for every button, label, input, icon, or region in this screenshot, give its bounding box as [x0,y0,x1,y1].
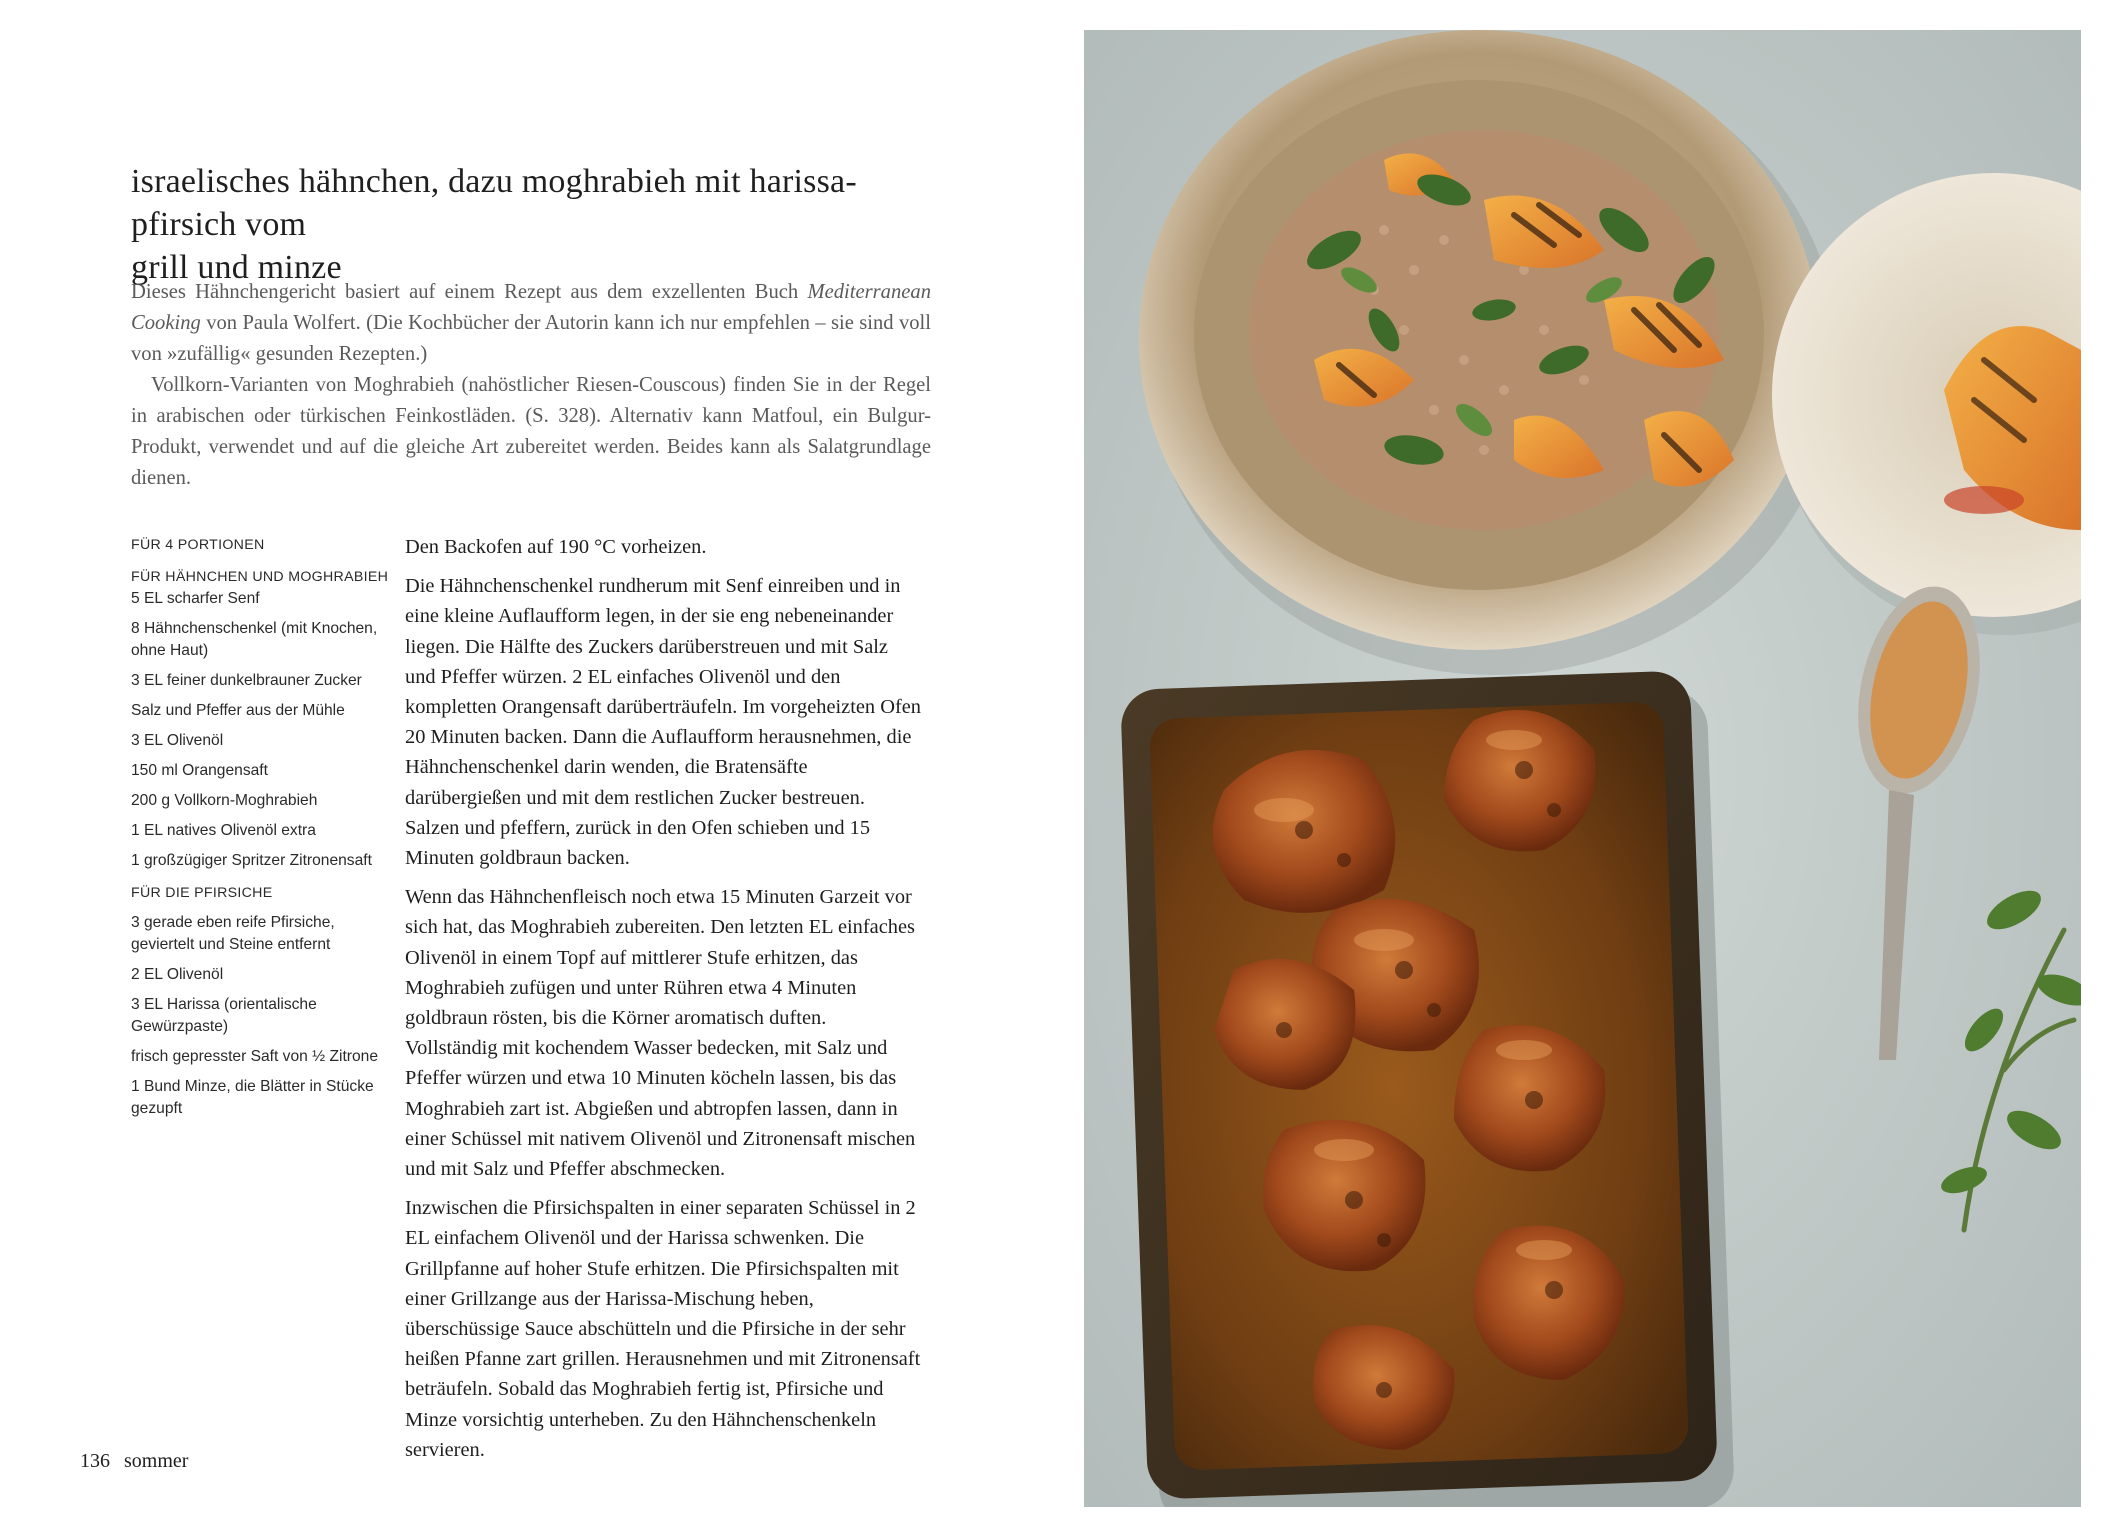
intro-paragraph-1 [131,277,931,370]
ingredient-group-heading-peaches: FÜR DIE PFIRSICHE [131,885,273,901]
recipe-photo [1084,30,2081,1507]
recipe-title-line-1: israelisches hähnchen, dazu moghrabieh mit harissa-pfirsich vom [131,163,857,243]
recipe-introduction [131,277,931,494]
ingredient-list-chicken [131,588,391,872]
ingredient-list-peaches [131,912,391,1120]
food-photo-illustration [1084,30,2081,1507]
servings-label: FÜR 4 PORTIONEN [131,537,265,553]
method-column [405,532,923,1474]
ingredient-item: 8 Hähnchenschenkel (mit Knochen, ohne Haut) [131,620,378,659]
ingredient-item: Salz und Pfeffer aus der Mühle [131,702,345,719]
section-name: sommer [124,1450,189,1472]
ingredient-item: 5 EL scharfer Senf [131,590,260,607]
method-step-2: Die Hähnchenschenkel rundherum mit Senf einreiben und in eine kleine Auflaufform legen, in der sie eng nebeneinander liegen. Die Hälfte des Zuckers darüberstreuen und mit Salz und Pfeffer würzen. 2 EL einfaches Olivenöl und den kompletten Orangensaft darüberträufeln. Im vorgeheizten Ofen 20 Minuten backen. Dann die Auflaufform herausnehmen, die Hähnchenschenkel darin wenden, die Bratensäfte darübergießen und mit dem restlichen Zucker bestreuen. Salzen und pfeffern, zurück in den Ofen schieben und 15 Minuten goldbraun backen. [405,575,921,870]
intro-text-after-book: von Paula Wolfert. (Die Kochbücher der Autorin kann ich nur empfehlen – sie sind voll von »zufällig« gesunden Rezepten.) [131,312,931,365]
intro-text-before-book: Dieses Hähnchengericht basiert auf einem Rezept aus dem exzellenten Buch [131,281,799,303]
method-step-3: Wenn das Hähnchenfleisch noch etwa 15 Minuten Garzeit vor sich hat, das Moghrabieh zubereiten. Den letzten EL einfaches Olivenöl in einem Topf auf mittlerer Stufe erhitzen, das Moghrabieh zufügen und unter Rühren etwa 4 Minuten goldbraun rösten, bis die Körner aromatisch duften. Vollständig mit kochendem Wasser bedecken, mit Salz und Pfeffer würzen und etwa 10 Minuten köcheln lassen, bis das Moghrabieh zart ist. Abgießen und abtropfen lassen, dann in einer Schüssel mit nativem Olivenöl und Zitronensaft mischen und mit Salz und Pfeffer abschmecken. [405,886,916,1181]
ingredient-item: 200 g Vollkorn-Moghrabieh [131,792,318,809]
ingredient-item: 3 EL feiner dunkelbrauner Zucker [131,672,362,689]
ingredient-item: 1 EL natives Olivenöl extra [131,822,316,839]
method-step-1: Den Backofen auf 190 °C vorheizen. [405,536,707,558]
ingredient-item: 1 Bund Minze, die Blätter in Stücke gezupft [131,1078,374,1117]
ingredient-item: frisch gepresster Saft von ½ Zitrone [131,1048,379,1065]
ingredient-group-heading-chicken: FÜR HÄHNCHEN UND MOGHRABIEH [131,569,389,585]
book-title: Mediterranean Cooking [131,281,931,334]
page-number: 136 [80,1450,110,1472]
ingredient-item: 2 EL Olivenöl [131,966,224,983]
ingredient-item: 3 gerade eben reife Pfirsiche, geviertelt und Steine entfernt [131,914,335,953]
method-step-4: Inzwischen die Pfirsichspalten in einer separaten Schüssel in 2 EL einfachem Olivenöl und der Harissa schwenken. Die Grillpfanne auf hoher Stufe erhitzen. Die Pfirsichspalten mit einer Grillzange aus der Harissa-Mischung heben, überschüssige Sauce abschütteln und die Pfirsiche in der sehr heißen Pfanne zart grillen. Herausnehmen und mit Zitronensaft beträufeln. Sobald das Moghrabieh fertig ist, Pfirsiche und Minze vorsichtig unterheben. Zu den Hähnchenschenkeln servieren. [405,1197,921,1461]
ingredient-item: 150 ml Orangensaft [131,762,268,779]
ingredients-column [131,534,391,1128]
ingredient-item: 3 EL Olivenöl [131,732,224,749]
recipe-title-line-2: grill und minze [131,249,342,286]
ingredient-item: 3 EL Harissa (orientalische Gewürzpaste) [131,996,317,1035]
intro-paragraph-2: Vollkorn-Varianten von Moghrabieh (nahöstlicher Riesen-Couscous) finden Sie in der Regel in arabischen oder türkischen Feinkostläden. (S. 328). Alternativ kann Matfoul, ein Bulgur-Produkt, verwendet und auf die gleiche Art zubereitet werden. Beides kann als Salatgrundlage dienen. [131,374,931,489]
recipe-title [131,160,931,289]
page-footer [80,1450,188,1473]
ingredient-item: 1 großzügiger Spritzer Zitronensaft [131,852,372,869]
